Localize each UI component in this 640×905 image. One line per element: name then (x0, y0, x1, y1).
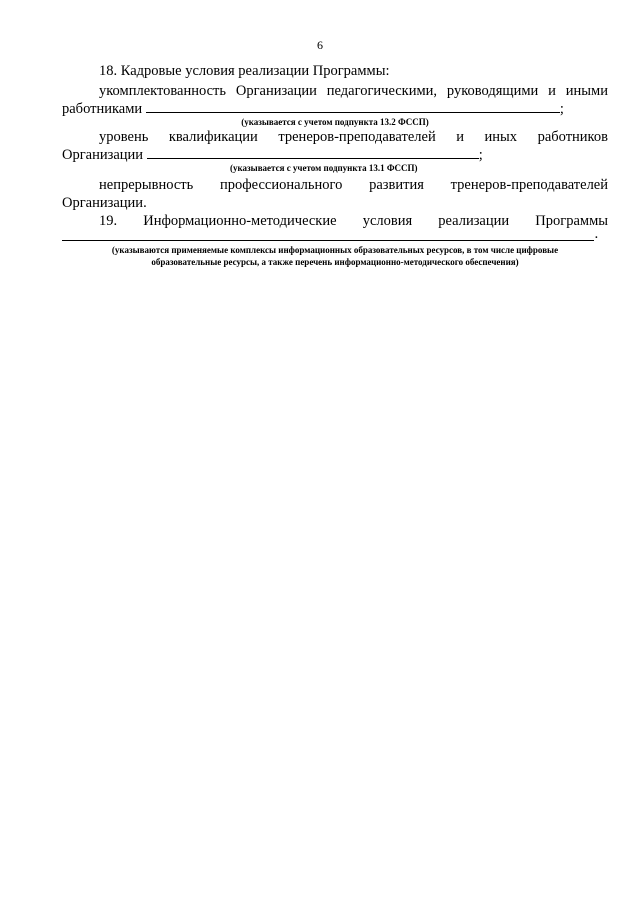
word: 19. (99, 213, 118, 229)
qualification-blank-field[interactable] (147, 146, 479, 159)
staffing-fill-line (62, 100, 608, 118)
development-text-line-2: Организации. (62, 195, 147, 211)
staffing-end-mark: ; (559, 101, 564, 117)
word: профессионального (220, 177, 343, 193)
qualification-fill-line (62, 146, 608, 164)
word: работников (537, 129, 608, 145)
word: тренеров-преподавателей (450, 177, 608, 193)
page-number: 6 (317, 38, 323, 52)
word: руководящими (446, 83, 539, 99)
development-text-line (99, 176, 608, 194)
word: педагогическими, (326, 83, 438, 99)
qualification-hint: (указывается с учетом подпункта 13.1 ФССП) (230, 163, 418, 173)
word: развития (369, 177, 424, 193)
section-19-heading (99, 212, 608, 230)
qualification-end-mark: ; (478, 147, 483, 163)
section-19-blank-field[interactable] (62, 240, 594, 241)
qualification-label: Организации (62, 147, 144, 163)
word: Информационно-методические (143, 213, 337, 229)
word: и (456, 129, 464, 145)
word: квалификации (168, 129, 258, 145)
section-19-hint-line-1: (указываются применяемые комплексы информационных образовательных ресурсов, в том числе цифровые (111, 245, 559, 255)
word: Организации (235, 83, 317, 99)
qualification-text-line (99, 128, 608, 146)
staffing-hint: (указывается с учетом подпункта 13.2 ФССП) (241, 117, 429, 127)
word: уровень (99, 129, 149, 145)
section-18-heading: 18. Кадровые условия реализации Программы: (99, 63, 390, 79)
word: и (548, 83, 556, 99)
section-19-hint-line-2: образовательные ресурсы, а также перечень информационно-методического обеспечения) (151, 257, 519, 267)
staffing-blank-field[interactable] (146, 100, 560, 113)
staffing-text-line (99, 82, 608, 100)
section-19-end-mark: . (595, 229, 598, 241)
word: условия (362, 213, 413, 229)
word: непрерывность (99, 177, 194, 193)
word: тренеров-преподавателей (278, 129, 436, 145)
word: иных (484, 129, 518, 145)
word: иными (565, 83, 608, 99)
word: укомплектованность (99, 83, 226, 99)
word: Программы (535, 213, 608, 229)
staffing-label: работниками (62, 101, 143, 117)
word: реализации (438, 213, 510, 229)
